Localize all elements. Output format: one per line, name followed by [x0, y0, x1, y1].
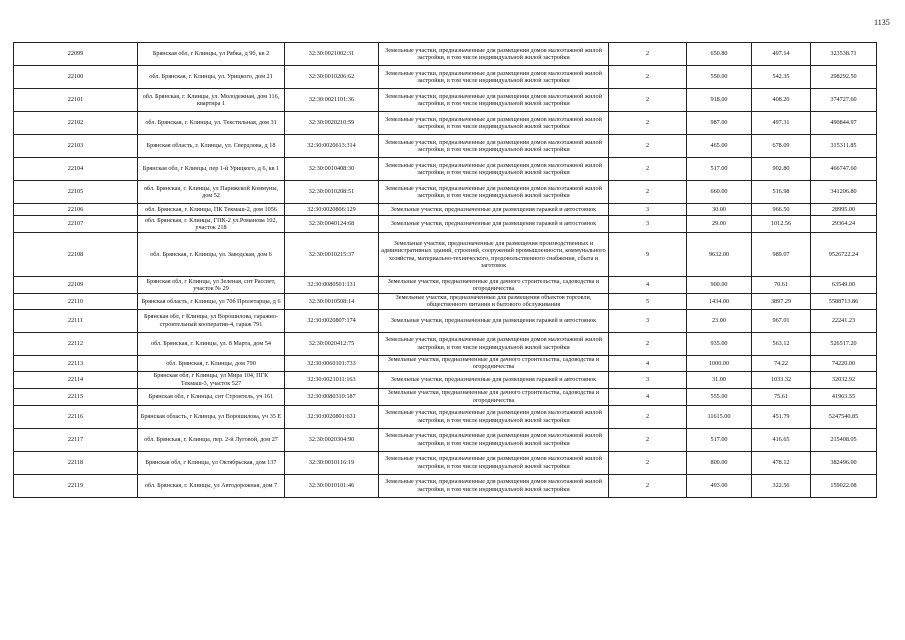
address-cell: Брянская обл, г Клинцы, ул Рябка, д 9б, кв 2	[138, 43, 285, 66]
cadastral-number-cell: 32:30:0010101:46	[285, 474, 379, 497]
area-cell: 517.00	[687, 158, 752, 181]
unit-value-cell: 75.61	[752, 388, 811, 405]
area-cell: 29.00	[687, 216, 752, 233]
area-cell: 11615.00	[687, 405, 752, 428]
table-row	[14, 405, 877, 428]
cadastral-value-cell: 374727.60	[811, 89, 877, 112]
cadastral-value-cell: 490844.97	[811, 112, 877, 135]
unit-value-cell: 1033.32	[752, 371, 811, 388]
table-row	[14, 371, 877, 388]
row-id: 22115	[14, 388, 138, 405]
unit-value-cell: 408.20	[752, 89, 811, 112]
area-cell: 800.00	[687, 451, 752, 474]
unit-value-cell: 902.80	[752, 158, 811, 181]
address-cell: обл. Брянская, г. Клинцы, ул. Молодежная, дом 116, квартира 1	[138, 89, 285, 112]
row-id: 22111	[14, 309, 138, 332]
table-row	[14, 216, 877, 233]
area-cell: 935.00	[687, 332, 752, 355]
row-id: 22106	[14, 204, 138, 216]
area-cell: 987.00	[687, 112, 752, 135]
cadastral-value-cell: 22241.23	[811, 309, 877, 332]
cadastral-number-cell: 32:30:0021002:31	[285, 43, 379, 66]
cadastral-number-cell: 32:30:0010508:14	[285, 294, 379, 310]
area-cell: 918.00	[687, 89, 752, 112]
row-id: 22104	[14, 158, 138, 181]
cadastral-value-cell: 323538.71	[811, 43, 877, 66]
cadastral-value-cell: 5588713.86	[811, 294, 877, 310]
table-row	[14, 309, 877, 332]
land-use-cell: Земельные участки, предназначенные для размещения домов малоэтажной жилой застройки, в том числе индивидуальной жилой застройки	[379, 474, 609, 497]
cadastral-value-cell: 5247540.85	[811, 405, 877, 428]
row-id: 22112	[14, 332, 138, 355]
land-use-cell: Земельные участки, предназначенные для размещения гаражей и автостоянок	[379, 216, 609, 233]
land-use-cell: Земельные участки, предназначенные для размещения домов малоэтажной жилой застройки, в том числе индивидуальной жилой застройки	[379, 428, 609, 451]
row-id: 22102	[14, 112, 138, 135]
use-group-cell: 5	[609, 294, 687, 310]
address-cell: Брянская обл, г Клинцы, ул Ворошилова, гаражно-строительный кооператив-4, гараж 791	[138, 309, 285, 332]
cadastral-number-cell: 32:30:0060101:733	[285, 355, 379, 371]
row-id: 22116	[14, 405, 138, 428]
table-row	[14, 112, 877, 135]
cadastral-value-cell: 315311.85	[811, 135, 877, 158]
table-row	[14, 204, 877, 216]
address-cell: Брянская обл, г Клинцы, ул Октябрьская, дом 137	[138, 451, 285, 474]
table-row	[14, 277, 877, 294]
land-use-cell: Земельные участки, предназначенные для размещения гаражей и автостоянок	[379, 309, 609, 332]
address-cell: Брянская область, г. Клинцы, ул. Свердлова, д 18	[138, 135, 285, 158]
use-group-cell: 3	[609, 371, 687, 388]
cadastral-number-cell: 32:30:0020806:129	[285, 204, 379, 216]
address-cell: обл. Брянская, г. Клинцы, ул. Урицкого, дом 21	[138, 66, 285, 89]
unit-value-cell: 1012.56	[752, 216, 811, 233]
area-cell: 660.00	[687, 181, 752, 204]
use-group-cell: 2	[609, 181, 687, 204]
row-id: 22099	[14, 43, 138, 66]
table-row	[14, 451, 877, 474]
cadastral-number-cell: 32:30:0040124:68	[285, 216, 379, 233]
table-row	[14, 43, 877, 66]
table-row	[14, 233, 877, 277]
unit-value-cell: 542.35	[752, 66, 811, 89]
cadastral-value-cell: 63549.00	[811, 277, 877, 294]
cadastral-value-cell: 9526722.24	[811, 233, 877, 277]
use-group-cell: 2	[609, 112, 687, 135]
row-id: 22108	[14, 233, 138, 277]
use-group-cell: 2	[609, 43, 687, 66]
cadastral-value-cell: 526517.20	[811, 332, 877, 355]
area-cell: 555.00	[687, 388, 752, 405]
table-row	[14, 158, 877, 181]
area-cell: 465.00	[687, 135, 752, 158]
cadastral-number-cell: 32:30:0010215:37	[285, 233, 379, 277]
land-use-cell: Земельные участки, предназначенные для размещения домов малоэтажной жилой застройки, в том числе индивидуальной жилой застройки	[379, 112, 609, 135]
area-cell: 31.00	[687, 371, 752, 388]
row-id: 22118	[14, 451, 138, 474]
cadastral-number-cell: 32:30:0010408:30	[285, 158, 379, 181]
page-number: 1135	[874, 18, 890, 27]
area-cell: 9632.00	[687, 233, 752, 277]
cadastral-number-cell: 32:30:0020304:90	[285, 428, 379, 451]
row-id: 22107	[14, 216, 138, 233]
unit-value-cell: 70.61	[752, 277, 811, 294]
area-cell: 23.00	[687, 309, 752, 332]
land-use-cell: Земельные участки, предназначенные для дачного строительства, садоводства и огородничества	[379, 355, 609, 371]
cadastral-number-cell: 32:30:0020210:59	[285, 112, 379, 135]
address-cell: обл. Брянская, г. Клинцы, пер. 2-й Луговой, дом 27	[138, 428, 285, 451]
area-cell: 30.00	[687, 204, 752, 216]
unit-value-cell: 3897.29	[752, 294, 811, 310]
table-row	[14, 428, 877, 451]
address-cell: обл. Брянская, г. Клинцы, дом 790	[138, 355, 285, 371]
row-id: 22103	[14, 135, 138, 158]
cadastral-number-cell: 32:30:0010206:62	[285, 66, 379, 89]
address-cell: Брянская область, г Клинцы, ул 70б Пролетарцы, д 6	[138, 294, 285, 310]
cadastral-number-cell: 32:30:0020807:174	[285, 309, 379, 332]
table-row	[14, 332, 877, 355]
address-cell: обл. Брянская, г. Клинцы, ул Парижской Коммуны, дом 52	[138, 181, 285, 204]
area-cell: 493.00	[687, 474, 752, 497]
area-cell: 1000.00	[687, 355, 752, 371]
land-use-cell: Земельные участки, предназначенные для размещения объектов торговли, общественного питания и бытового обслуживания	[379, 294, 609, 310]
land-use-cell: Земельные участки, предназначенные для размещения домов малоэтажной жилой застройки, в том числе индивидуальной жилой застройки	[379, 405, 609, 428]
land-use-cell: Земельные участки, предназначенные для размещения производственных и административных зданий, строений, сооружений промышленности, коммунального хозяйства, материально-технического, продовольственного снабжения, сбыта и заготовок	[379, 233, 609, 277]
land-use-cell: Земельные участки, предназначенные для размещения домов малоэтажной жилой застройки, в том числе индивидуальной жилой застройки	[379, 332, 609, 355]
row-id: 22110	[14, 294, 138, 310]
land-use-cell: Земельные участки, предназначенные для размещения домов малоэтажной жилой застройки, в том числе индивидуальной жилой застройки	[379, 181, 609, 204]
table-row	[14, 294, 877, 310]
cadastral-number-cell: 32:30:0080501:131	[285, 277, 379, 294]
unit-value-cell: 74.22	[752, 355, 811, 371]
table-row	[14, 181, 877, 204]
land-use-cell: Земельные участки, предназначенные для размещения домов малоэтажной жилой застройки, в том числе индивидуальной жилой застройки	[379, 158, 609, 181]
unit-value-cell: 516.98	[752, 181, 811, 204]
table-body	[14, 43, 877, 498]
cadastral-number-cell: 32:30:0010208:51	[285, 181, 379, 204]
land-use-cell: Земельные участки, предназначенные для размещения домов малоэтажной жилой застройки, в том числе индивидуальной жилой застройки	[379, 451, 609, 474]
unit-value-cell: 497.31	[752, 112, 811, 135]
use-group-cell: 4	[609, 277, 687, 294]
use-group-cell: 2	[609, 332, 687, 355]
address-cell: обл. Брянская, г. Клинцы, ПК Текмаш-2, дом 1056	[138, 204, 285, 216]
land-use-cell: Земельные участки, предназначенные для дачного строительства, садоводства и огородничества	[379, 388, 609, 405]
cadastral-value-cell: 382496.00	[811, 451, 877, 474]
land-use-cell: Земельные участки, предназначенные для размещения гаражей и автостоянок	[379, 371, 609, 388]
table-row	[14, 388, 877, 405]
area-cell: 550.00	[687, 66, 752, 89]
address-cell: Брянская обл, г Клинцы, пер 1-й Урицкого, д 6, кв 1	[138, 158, 285, 181]
cadastral-number-cell: 32:30:0010116:19	[285, 451, 379, 474]
cadastral-value-cell: 41963.55	[811, 388, 877, 405]
row-id: 22114	[14, 371, 138, 388]
unit-value-cell: 497.14	[752, 43, 811, 66]
cadastral-number-cell: 32:30:0020613:314	[285, 135, 379, 158]
unit-value-cell: 967.01	[752, 309, 811, 332]
cadastral-value-cell: 28995.00	[811, 204, 877, 216]
unit-value-cell: 451.79	[752, 405, 811, 428]
row-id: 22113	[14, 355, 138, 371]
use-group-cell: 2	[609, 405, 687, 428]
land-use-cell: Земельные участки, предназначенные для размещения домов малоэтажной жилой застройки, в том числе индивидуальной жилой застройки	[379, 66, 609, 89]
cadastral-value-cell: 215408.05	[811, 428, 877, 451]
cadastral-number-cell: 32:30:0020412:75	[285, 332, 379, 355]
unit-value-cell: 989.07	[752, 233, 811, 277]
use-group-cell: 2	[609, 474, 687, 497]
address-cell: Брянская обл, г Клинцы, снт Строитель, уч 161	[138, 388, 285, 405]
use-group-cell: 2	[609, 135, 687, 158]
cadastral-value-table	[13, 42, 877, 498]
address-cell: Брянская область, г Клинцы, ул Ворошилова, уч 35 Е	[138, 405, 285, 428]
row-id: 22117	[14, 428, 138, 451]
unit-value-cell: 563.12	[752, 332, 811, 355]
land-use-cell: Земельные участки, предназначенные для размещения домов малоэтажной жилой застройки, в том числе индивидуальной жилой застройки	[379, 89, 609, 112]
area-cell: 650.80	[687, 43, 752, 66]
use-group-cell: 4	[609, 355, 687, 371]
table-row	[14, 474, 877, 497]
row-id: 22105	[14, 181, 138, 204]
land-use-cell: Земельные участки, предназначенные для размещения домов малоэтажной жилой застройки, в том числе индивидуальной жилой застройки	[379, 43, 609, 66]
cadastral-value-cell: 159022.08	[811, 474, 877, 497]
use-group-cell: 9	[609, 233, 687, 277]
land-use-cell: Земельные участки, предназначенные для размещения домов малоэтажной жилой застройки, в том числе индивидуальной жилой застройки	[379, 135, 609, 158]
area-cell: 517.00	[687, 428, 752, 451]
address-cell: обл. Брянская, г. Клинцы, ГПК-2 ул.Романова 102, участок 218	[138, 216, 285, 233]
use-group-cell: 2	[609, 158, 687, 181]
unit-value-cell: 416.65	[752, 428, 811, 451]
use-group-cell: 2	[609, 451, 687, 474]
area-cell: 900.00	[687, 277, 752, 294]
row-id: 22109	[14, 277, 138, 294]
use-group-cell: 3	[609, 204, 687, 216]
address-cell: обл. Брянская, г. Клинцы, ул. 8 Марта, дом 54	[138, 332, 285, 355]
table-row	[14, 89, 877, 112]
cadastral-number-cell: 32:30:0021101:36	[285, 89, 379, 112]
use-group-cell: 4	[609, 388, 687, 405]
table-row	[14, 355, 877, 371]
address-cell: обл. Брянская, г. Клинцы, ул Автодорожная, дом 7	[138, 474, 285, 497]
use-group-cell: 2	[609, 428, 687, 451]
area-cell: 1434.00	[687, 294, 752, 310]
unit-value-cell: 478.12	[752, 451, 811, 474]
row-id: 22119	[14, 474, 138, 497]
use-group-cell: 2	[609, 66, 687, 89]
unit-value-cell: 678.09	[752, 135, 811, 158]
table-row	[14, 135, 877, 158]
cadastral-number-cell: 32:30:0080310:187	[285, 388, 379, 405]
address-cell: обл. Брянская, г. Клинцы, ул. Заводская, дом 6	[138, 233, 285, 277]
address-cell: Брянская обл, г Клинцы, ул Зеленая, снт Рассвет, участок № 29	[138, 277, 285, 294]
row-id: 22100	[14, 66, 138, 89]
cadastral-value-cell: 298292.50	[811, 66, 877, 89]
address-cell: обл. Брянская, г. Клинцы, ул. Текстильная, дом 31	[138, 112, 285, 135]
table-row	[14, 66, 877, 89]
cadastral-number-cell: 32:30:0021011:163	[285, 371, 379, 388]
cadastral-value-cell: 341206.80	[811, 181, 877, 204]
land-use-cell: Земельные участки, предназначенные для дачного строительства, садоводства и огородничества	[379, 277, 609, 294]
use-group-cell: 3	[609, 309, 687, 332]
cadastral-value-cell: 32032.92	[811, 371, 877, 388]
unit-value-cell: 322.56	[752, 474, 811, 497]
row-id: 22101	[14, 89, 138, 112]
unit-value-cell: 966.50	[752, 204, 811, 216]
address-cell: Брянская обл, г Клинцы, ул Мира 104, ПГК Текмаш-3, участок 527	[138, 371, 285, 388]
use-group-cell: 2	[609, 89, 687, 112]
cadastral-number-cell: 32:30:0020801:631	[285, 405, 379, 428]
use-group-cell: 3	[609, 216, 687, 233]
cadastral-value-cell: 29364.24	[811, 216, 877, 233]
cadastral-value-cell: 466747.60	[811, 158, 877, 181]
land-use-cell: Земельные участки, предназначенные для размещения гаражей и автостоянок	[379, 204, 609, 216]
cadastral-value-cell: 74220.00	[811, 355, 877, 371]
